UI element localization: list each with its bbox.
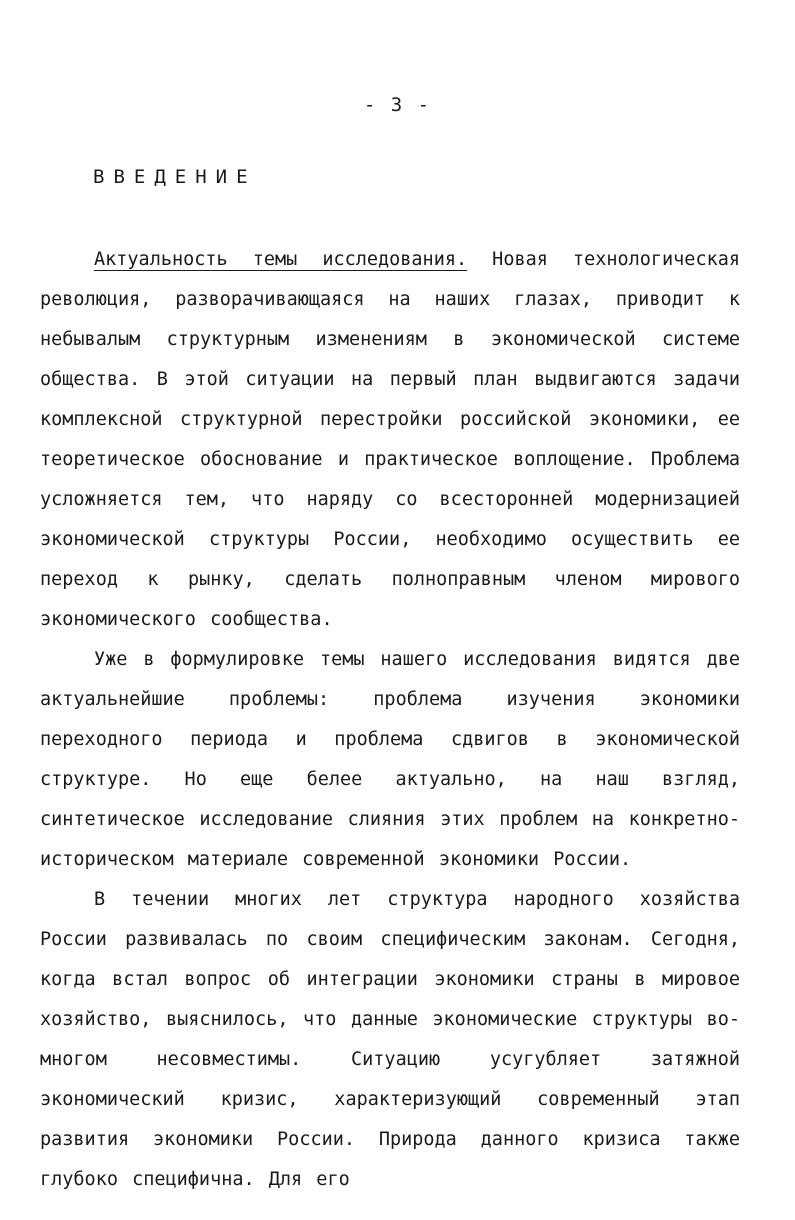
paragraph-structure: В течении многих лет структура народного хозяйства России развивалась по своим специфическим законам. Сегодня, когда встал вопрос об интеграции экономики страны в мировое хозяйство, выяснилось, что данные экономические структуры во-многом несовместимы. Ситуацию усугубляет затяжной экономический кризис, характеризующий современный этап развития экономики России. Природа данного кризиса также глубоко специфична. Для его [40, 889, 740, 1190]
paragraph-problems: Уже в формулировке темы нашего исследования видятся две актуальнейшие проблемы: проблема изучения экономики переходного периода и проблема сдвигов в экономической структуре. Но еще белее актуально, на наш взгляд, синтетическое исследование слияния этих проблем на конкретно-историческом материале современной экономики России. [40, 649, 740, 870]
section-heading: ВВЕДЕНИЕ [93, 166, 257, 188]
page-number: - 3 - [363, 94, 432, 116]
relevance-text: Новая технологическая революция, разворачивающаяся на наших глазах, приводит к небывалым структурным изменениям в экономической системе общества. В этой ситуации на первый план выдвигаются задачи комплексной структурной перестройки российской экономики, ее теоретическое обоснование и практическое воплощение. Проблема усложняется тем, что наряду со всесторонней модернизацией экономической структуры России, необходимо осуществить ее переход к рынку, сделать полноправным членом мирового экономического сообщества. [40, 249, 740, 630]
relevance-lead: Актуальность темы исследования. [94, 249, 468, 270]
body-text [40, 240, 740, 1200]
paragraph-relevance [40, 240, 740, 640]
